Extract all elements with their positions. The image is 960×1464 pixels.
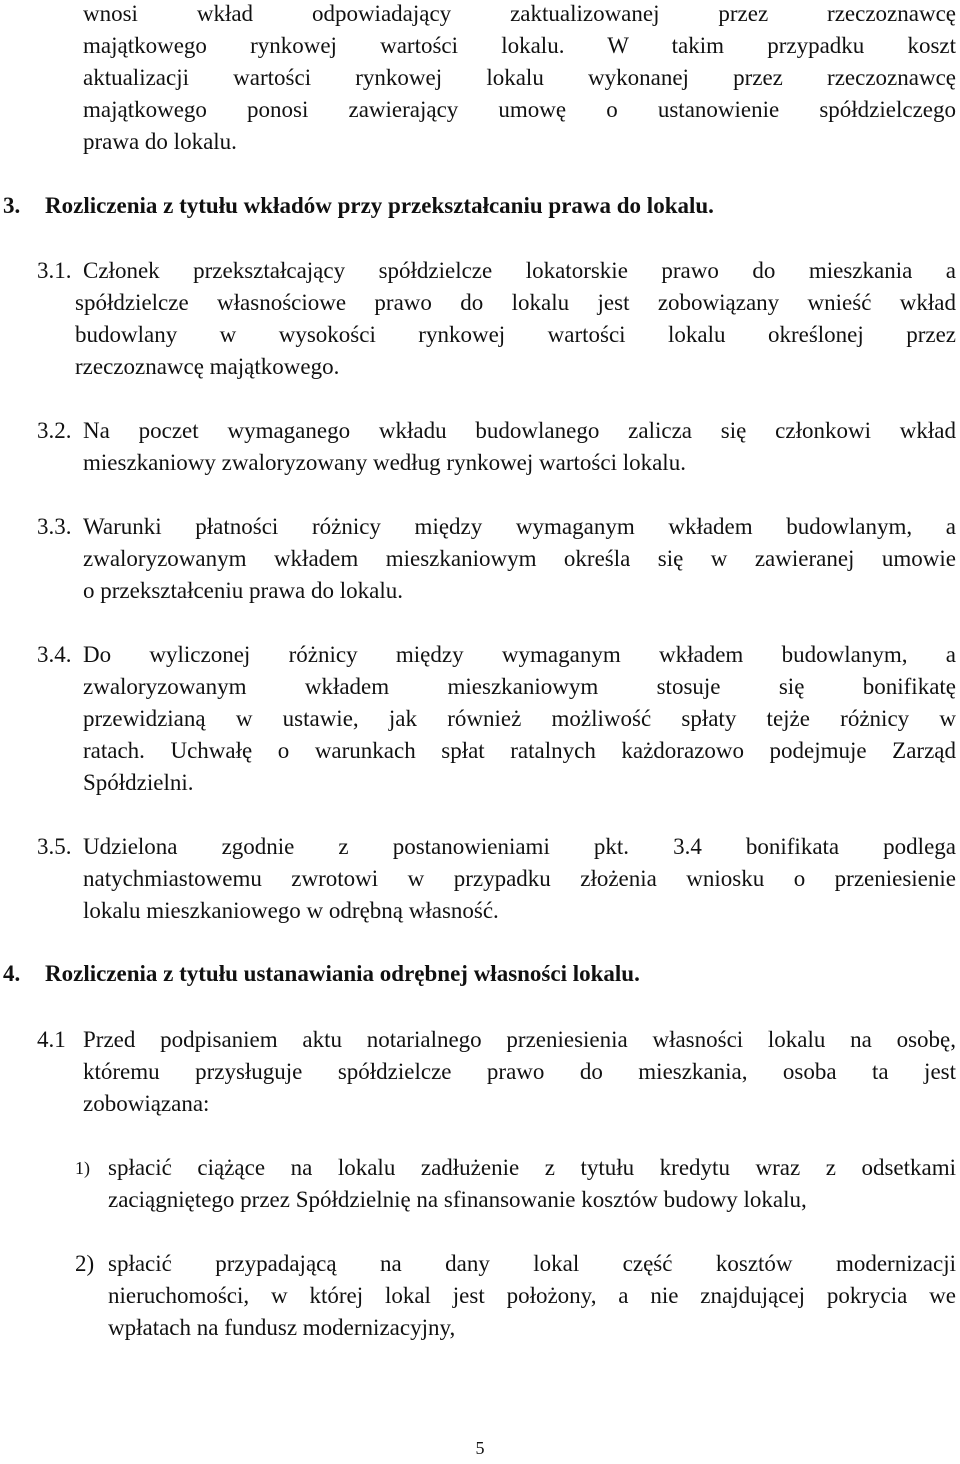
item-number: 4.1 [37, 1027, 66, 1052]
item-line: któremu przysługuje spółdzielcze prawo do mieszkania, osoba ta jest [83, 1059, 956, 1084]
item-line: zwaloryzowanym wkładem mieszkaniowym stosuje się bonifikatę [83, 674, 956, 699]
item-line: lokalu mieszkaniowego w odrębną własność. [83, 898, 499, 923]
item-number: 3.2. [37, 418, 72, 443]
item-line: zobowiązana: [83, 1091, 210, 1116]
item-number: 3.5. [37, 834, 72, 859]
item-body [83, 1024, 956, 1120]
item-body [83, 255, 956, 287]
subitem-line: nieruchomości, w której lokal jest położony, a nie znajdującej pokrycia we [108, 1283, 956, 1308]
intro-line: wnosi wkład odpowiadający zaktualizowanej przez rzeczoznawcę [83, 1, 956, 26]
intro-line: prawa do lokalu. [83, 129, 237, 154]
item-line: ratach. Uchwałę o warunkach spłat ratalnych każdorazowo podejmuje Zarząd [83, 738, 956, 763]
item-body-continued [75, 287, 956, 383]
item-line: spółdzielcze własnościowe prawo do lokalu jest zobowiązany wnieść wkład [75, 290, 956, 315]
section-4-number: 4. [3, 961, 21, 986]
page-number: 5 [475, 1438, 485, 1458]
item-body [83, 639, 956, 799]
item-line: Udzielona zgodnie z postanowieniami pkt. 3.4 bonifikata podlega [83, 834, 956, 859]
subitem-body [108, 1152, 956, 1216]
subitem-body [108, 1248, 956, 1344]
subitem-number: 2) [75, 1251, 95, 1276]
item-number: 3.1. [37, 258, 72, 283]
item-number: 3.4. [37, 642, 72, 667]
item-line: Do wyliczonej różnicy między wymaganym wkładem budowlanym, a [83, 642, 956, 667]
intro-paragraph [83, 0, 956, 158]
intro-line: majątkowego ponosi zawierający umowę o ustanowienie spółdzielczego [83, 97, 956, 122]
section-3-number: 3. [3, 193, 21, 218]
item-line: Przed podpisaniem aktu notarialnego przeniesienia własności lokalu na osobę, [83, 1027, 956, 1052]
intro-line: majątkowego rynkowej wartości lokalu. W takim przypadku koszt [83, 33, 956, 58]
item-line: Członek przekształcający spółdzielcze lokatorskie prawo do mieszkania a [83, 258, 956, 283]
item-line: o przekształceniu prawa do lokalu. [83, 578, 403, 603]
item-line: przewidzianą w ustawie, jak również możliwość spłaty tejże różnicy w [83, 706, 956, 731]
section-4-title: Rozliczenia z tytułu ustanawiania odrębnej własności lokalu. [45, 961, 640, 986]
item-line: zwaloryzowanym wkładem mieszkaniowym określa się w zawieranej umowie [83, 546, 956, 571]
subitem-number: 1) [75, 1158, 90, 1178]
item-line: rzeczoznawcę majątkowego. [75, 354, 340, 379]
item-line: budowlany w wysokości rynkowej wartości lokalu określonej przez [75, 322, 956, 347]
item-line: natychmiastowemu zwrotowi w przypadku złożenia wniosku o przeniesienie [83, 866, 956, 891]
subitem-line: spłacić ciążące na lokalu zadłużenie z tytułu kredytu wraz z odsetkami [108, 1155, 956, 1180]
item-line: mieszkaniowy zwaloryzowany według rynkowej wartości lokalu. [83, 450, 686, 475]
item-body [83, 831, 956, 927]
subitem-line: zaciągniętego przez Spółdzielnię na sfinansowanie kosztów budowy lokalu, [108, 1187, 807, 1212]
item-number: 3.3. [37, 514, 72, 539]
item-body [83, 415, 956, 479]
subitem-line: spłacić przypadającą na dany lokal część kosztów modernizacji [108, 1251, 956, 1276]
section-3-title: Rozliczenia z tytułu wkładów przy przekształcaniu prawa do lokalu. [45, 193, 714, 218]
intro-line: aktualizacji wartości rynkowej lokalu wykonanej przez rzeczoznawcę [83, 65, 956, 90]
item-line: Na poczet wymaganego wkładu budowlanego zalicza się członkowi wkład [83, 418, 956, 443]
item-line: Warunki płatności różnicy między wymaganym wkładem budowlanym, a [83, 514, 956, 539]
item-body [83, 511, 956, 607]
subitem-line: wpłatach na fundusz modernizacyjny, [108, 1315, 456, 1340]
item-line: Spółdzielni. [83, 770, 194, 795]
